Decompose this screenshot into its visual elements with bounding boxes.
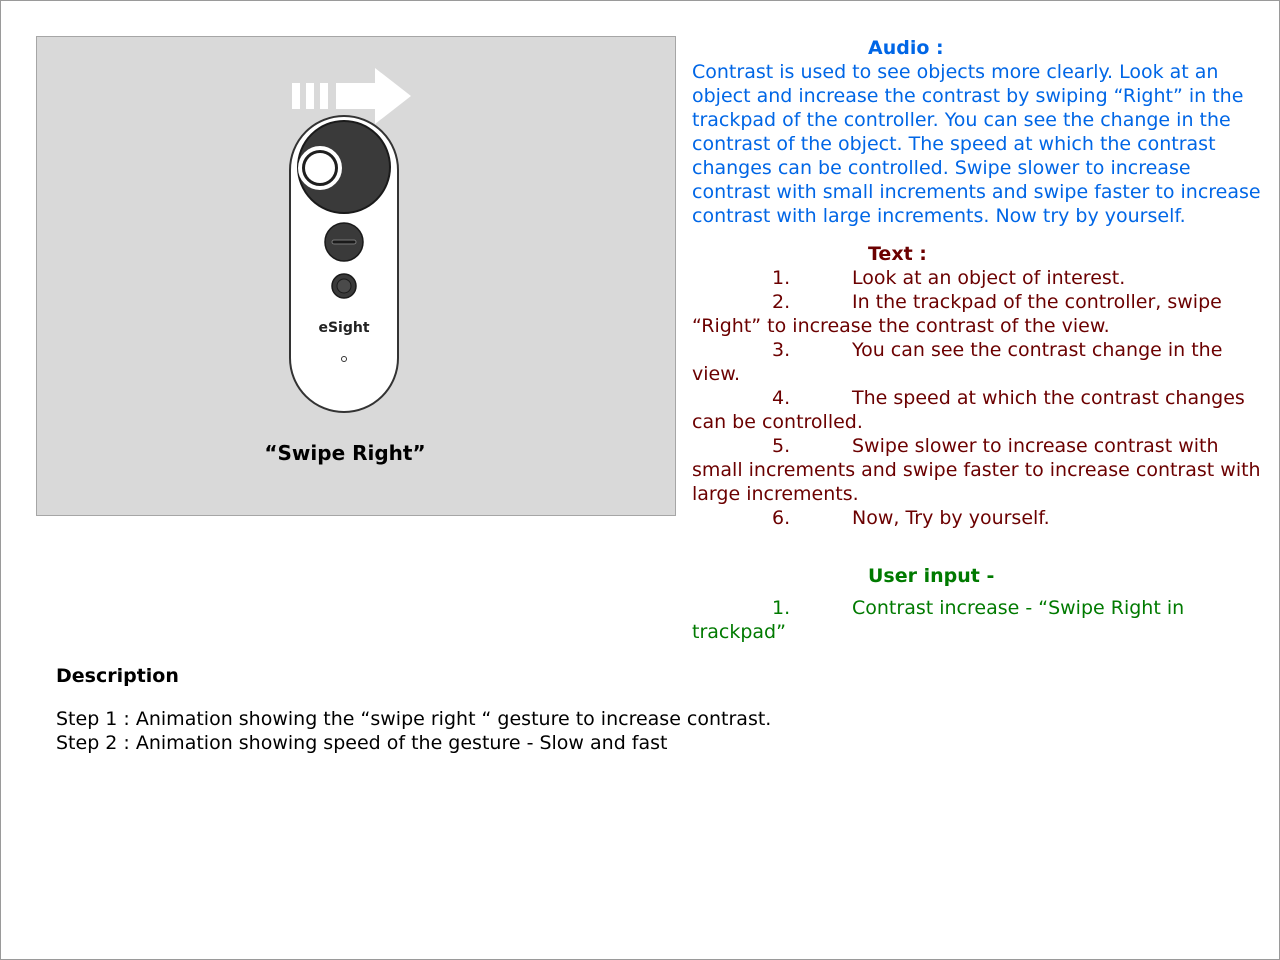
- list-item: [692, 386, 1272, 434]
- list-item-text: Contrast increase - “Swipe Right in trackpad”: [692, 597, 1185, 643]
- controller-illustration: [36, 36, 676, 516]
- list-item: [692, 266, 1272, 290]
- list-item-number: 6.: [772, 507, 791, 529]
- description-step-1: Step 1 : Animation showing the “swipe right “ gesture to increase contrast.: [56, 708, 772, 730]
- brand-logo: eSight: [318, 320, 370, 336]
- list-item-number: 3.: [772, 339, 791, 361]
- list-item-text: Swipe slower to increase contrast with small increments and swipe faster to increase contrast with large increments.: [692, 435, 1261, 505]
- list-item-text: The speed at which the contrast changes can be controlled.: [692, 387, 1245, 433]
- illustration-caption: “Swipe Right”: [264, 441, 426, 465]
- list-item: [692, 596, 1272, 644]
- audio-heading: Audio :: [868, 37, 944, 59]
- list-item: [692, 290, 1272, 338]
- esight-controller-icon: [290, 116, 398, 412]
- audio-section: [692, 36, 1272, 228]
- list-item-number: 1.: [772, 267, 791, 289]
- user-input-section: [692, 564, 1272, 644]
- text-section: [692, 242, 1272, 530]
- list-item-number: 5.: [772, 435, 791, 457]
- user-input-heading: User input -: [868, 565, 995, 587]
- list-item: [692, 434, 1272, 506]
- list-item-number: 4.: [772, 387, 791, 409]
- list-item-number: 1.: [772, 597, 791, 619]
- description-title: Description: [56, 665, 179, 687]
- description-step-2: Step 2 : Animation showing speed of the gesture - Slow and fast: [56, 732, 668, 754]
- list-item-number: 2.: [772, 291, 791, 313]
- text-heading: Text :: [868, 243, 927, 265]
- audio-body: Contrast is used to see objects more clearly. Look at an object and increase the contrast by swiping “Right” in the trackpad of the controller. You can see the change in the contrast of the object. The speed at which the contrast changes can be controlled. Swipe slower to increase contrast with small increments and swipe faster to increase contrast with large increments. Now try by yourself.: [692, 61, 1261, 227]
- list-item-text: Look at an object of interest.: [852, 267, 1126, 289]
- list-item: [692, 338, 1272, 386]
- description-section: [56, 664, 856, 755]
- list-item-text: In the trackpad of the controller, swipe “Right” to increase the contrast of the view.: [692, 291, 1222, 337]
- list-item-text: You can see the contrast change in the view.: [692, 339, 1223, 385]
- script-panel: [692, 36, 1272, 644]
- list-item-text: Now, Try by yourself.: [852, 507, 1050, 529]
- list-item: [692, 506, 1272, 530]
